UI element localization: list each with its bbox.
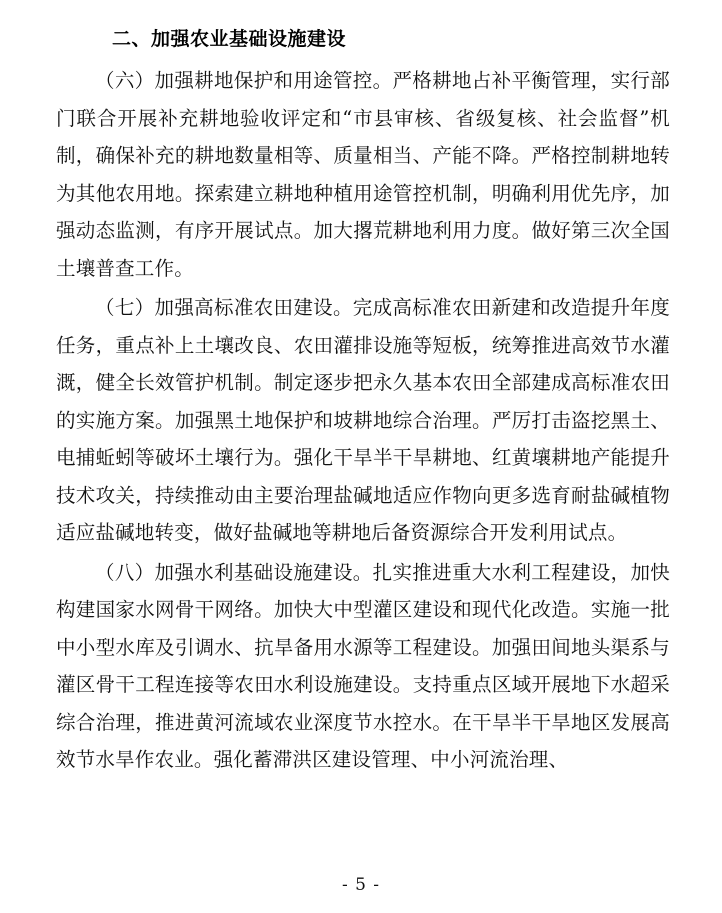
- paragraph-six: （六）加强耕地保护和用途管控。严格耕地占补平衡管理，实行部门联合开展补充耕地验收评定和“市县审核、省级复核、社会监督”机制，确保补充的耕地数量相等、质量相当、产能不降。严格控制耕地转为其他农用地。探索建立耕地种植用途管控机制，明确利用优先序，加强动态监测，有序开展试点。加大撂荒耕地利用力度。做好第三次全国土壤普查工作。: [56, 69, 670, 280]
- page-number: - 5 -: [341, 875, 381, 895]
- paragraph-eight: （八）加强水利基础设施建设。扎实推进重大水利工程建设，加快构建国家水网骨干网络。加快大中型灌区建设和现代化改造。实施一批中小型水库及引调水、抗旱备用水源等工程建设。加强田间地头渠系与灌区骨干工程连接等农田水利设施建设。支持重点区域开展地下水超采综合治理，推进黄河流域农业深度节水控水。在干旱半干旱地区发展高效节水旱作农业。强化蓄滞洪区建设管理、中小河流治理、: [56, 560, 670, 771]
- section-heading: 二、加强农业基础设施建设: [112, 28, 347, 50]
- paragraph-seven: （七）加强高标准农田建设。完成高标准农田新建和改造提升年度任务，重点补上土壤改良、农田灌排设施等短板，统筹推进高效节水灌溉，健全长效管护机制。制定逐步把永久基本农田全部建成高标准农田的实施方案。加强黑土地保护和坡耕地综合治理。严厉打击盗挖黑土、电捕蚯蚓等破坏土壤行为。强化干旱半干旱耕地、红黄壤耕地产能提升技术攻关，持续推动由主要治理盐碱地适应作物向更多选育耐盐碱植物适应盐碱地转变，做好盐碱地等耕地后备资源综合开发利用试点。: [56, 296, 670, 544]
